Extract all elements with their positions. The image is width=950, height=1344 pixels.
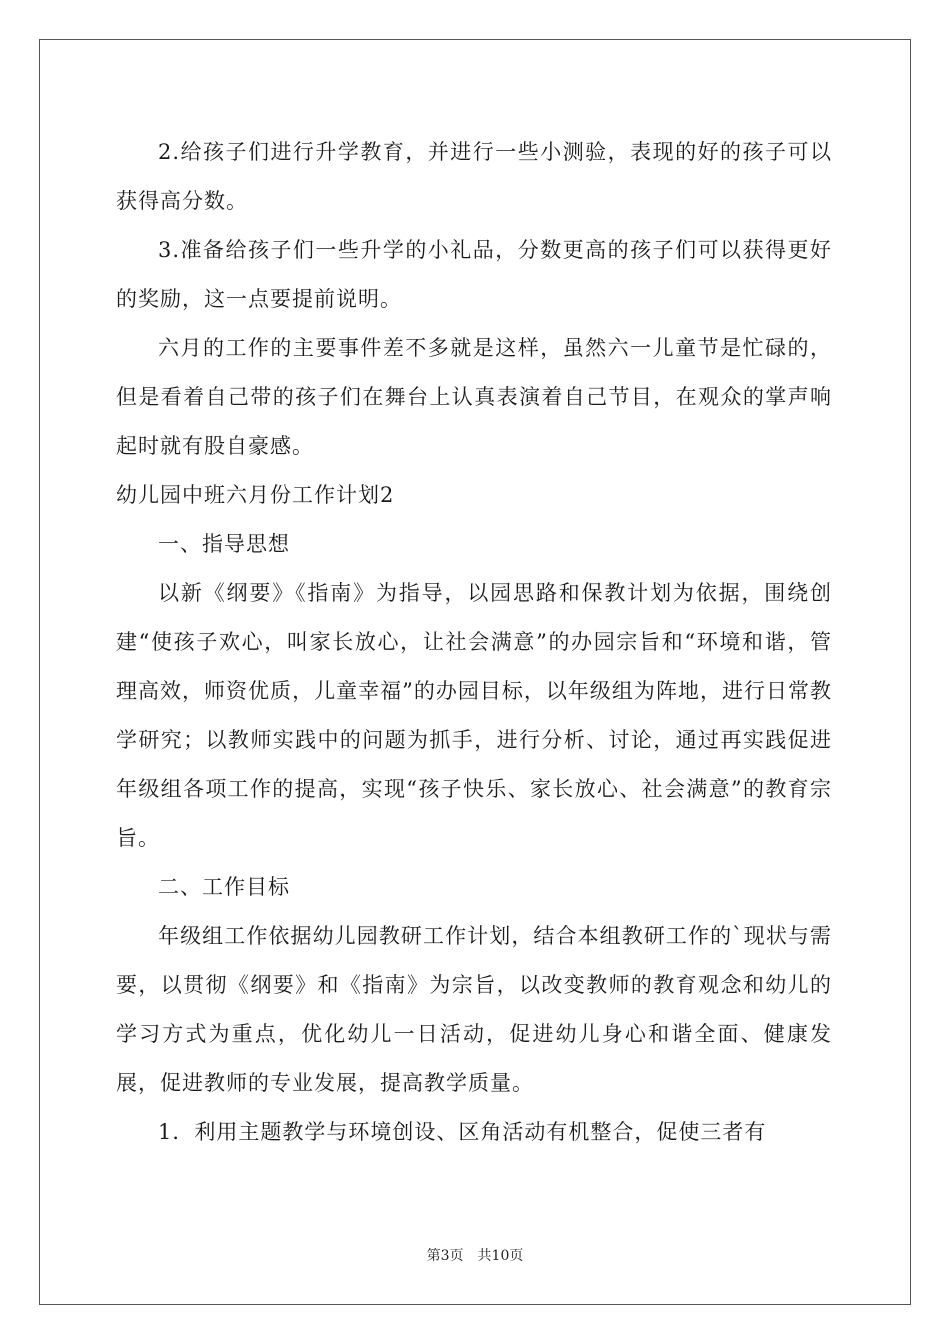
heading-work-goals: 二、工作目标 [158,875,290,899]
section-title: 幼儿园中班六月份工作计划2 [116,483,395,507]
document-body [116,128,832,1157]
paragraph-work-goals: 年级组工作依据幼儿园教研工作计划，结合本组教研工作的`现状与需要，以贯彻《纲要》和《指南》为宗旨，以改变教师的教育观念和幼儿的学习方式为重点，优化幼儿一日活动，促进幼儿身心和谐全面、健康发展，促进教师的专业发展，提高教学质量。 [116,924,832,1095]
paragraph-goal-1: 1．利用主题教学与环境创设、区角活动有机整合，促使三者有 [158,1120,767,1144]
page-footer [0,1245,950,1265]
paragraph-summary: 六月的工作的主要事件差不多就是这样，虽然六一儿童节是忙碌的，但是看着自己带的孩子们在舞台上认真表演着自己节目，在观众的掌声响起时就有股自豪感。 [116,336,832,458]
heading-guiding-ideology: 一、指导思想 [158,532,290,556]
paragraph-item-3: 3.准备给孩子们一些升学的小礼品，分数更高的孩子们可以获得更好的奖励，这一点要提前说明。 [116,238,832,311]
paragraph-item-2: 2.给孩子们进行升学教育，并进行一些小测验，表现的好的孩子可以获得高分数。 [116,140,832,213]
page-total: 共10页 [477,1248,524,1264]
page-number: 第3页 [426,1248,464,1264]
paragraph-guiding-ideology: 以新《纲要》《指南》为指导，以园思路和保教计划为依据，围绕创建“使孩子欢心，叫家长放心，让社会满意”的办园宗旨和“环境和谐，管理高效，师资优质，儿童幸福”的办园目标，以年级组为阵地，进行日常教学研究；以教师实践中的问题为抓手，进行分析、讨论，通过再实践促进年级组各项工作的提高，实现“孩子快乐、家长放心、社会满意”的教育宗旨。 [116,581,832,850]
